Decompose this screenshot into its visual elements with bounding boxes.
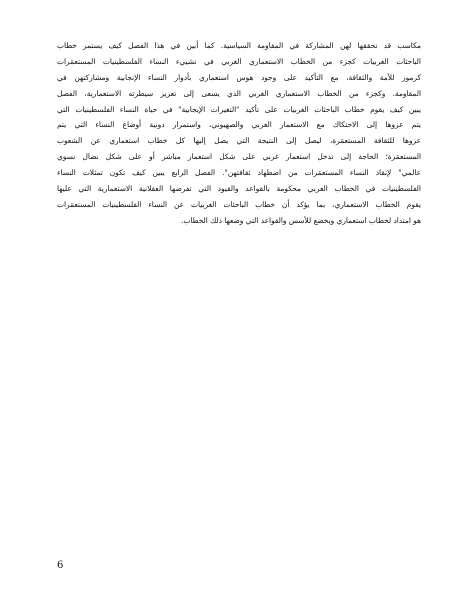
text-line: كرموز للأمة والثقافة، مع التأكيد على وجود هوس استعماري بأدوار النساء الإنجابية ومشاركتهن في (57, 72, 421, 82)
text-line: يتم عزوها إلى الاحتكاك مع الاستعمار الغربي والصهيوني، واستمرار دونية أوضاع النساء التي يتم (57, 120, 421, 130)
text-line: مكاسب قد تحققها لهن المشاركة في المقاومة السياسية. كما أبين في هذا الفصل كيف يستمر خطاب (57, 41, 421, 50)
text-line: عزوها للثقافة المستعمَرة، ليصل إلى النتيجة التي يصل إليها كل خطاب استعماري عن الشعوب (57, 136, 421, 146)
text-line: الفلسطينيات في الخطاب الغربي محكومة بالقواعد والقيود التي تفرضها العقلانية الاستعمارية التي عليها (57, 184, 421, 194)
text-line: عالمي" لإنقاذ النساء المستعمَرات من اضطهاد ثقافتهن". الفصل الرابع يبين كيف تكون تمثلات النساء (57, 168, 421, 178)
text-line: المستعمَرة؛ الحاجة إلى تدخل استعمار غربي على شكل استعمار مباشر أو على شكل نضال نسوي (57, 152, 421, 162)
text-line: يقوم الخطاب الاستعماري، بما يؤكد أن خطاب الباحثات الغربيات عن النساء الفلسطينيات المستعمَرات (57, 199, 421, 209)
text-line: المقاومة. وكجزء من الخطاب الاستعماري الغربي الذي يسعى إلى تعزيز سيطرته الاستعمارية، الفصل (57, 88, 421, 98)
page-number: 6 (57, 560, 64, 571)
body-paragraph (57, 38, 421, 229)
text-line: يبين كيف يقوم خطاب الباحثات الغربيات على تأكيد "التغيرات الإيجابية" في حياة النساء الفلسطينيات التي (57, 104, 421, 114)
text-line: الباحثات الغربيات كجزء من الخطاب الاستعماري الغربي في تشييء النساء الفلسطينيات المستعمَرات (57, 56, 421, 66)
text-line: هو امتداد لخطاب استعماري ويخضع للأسس والقواعد التي وضعها ذلك الخطاب. (181, 215, 421, 225)
